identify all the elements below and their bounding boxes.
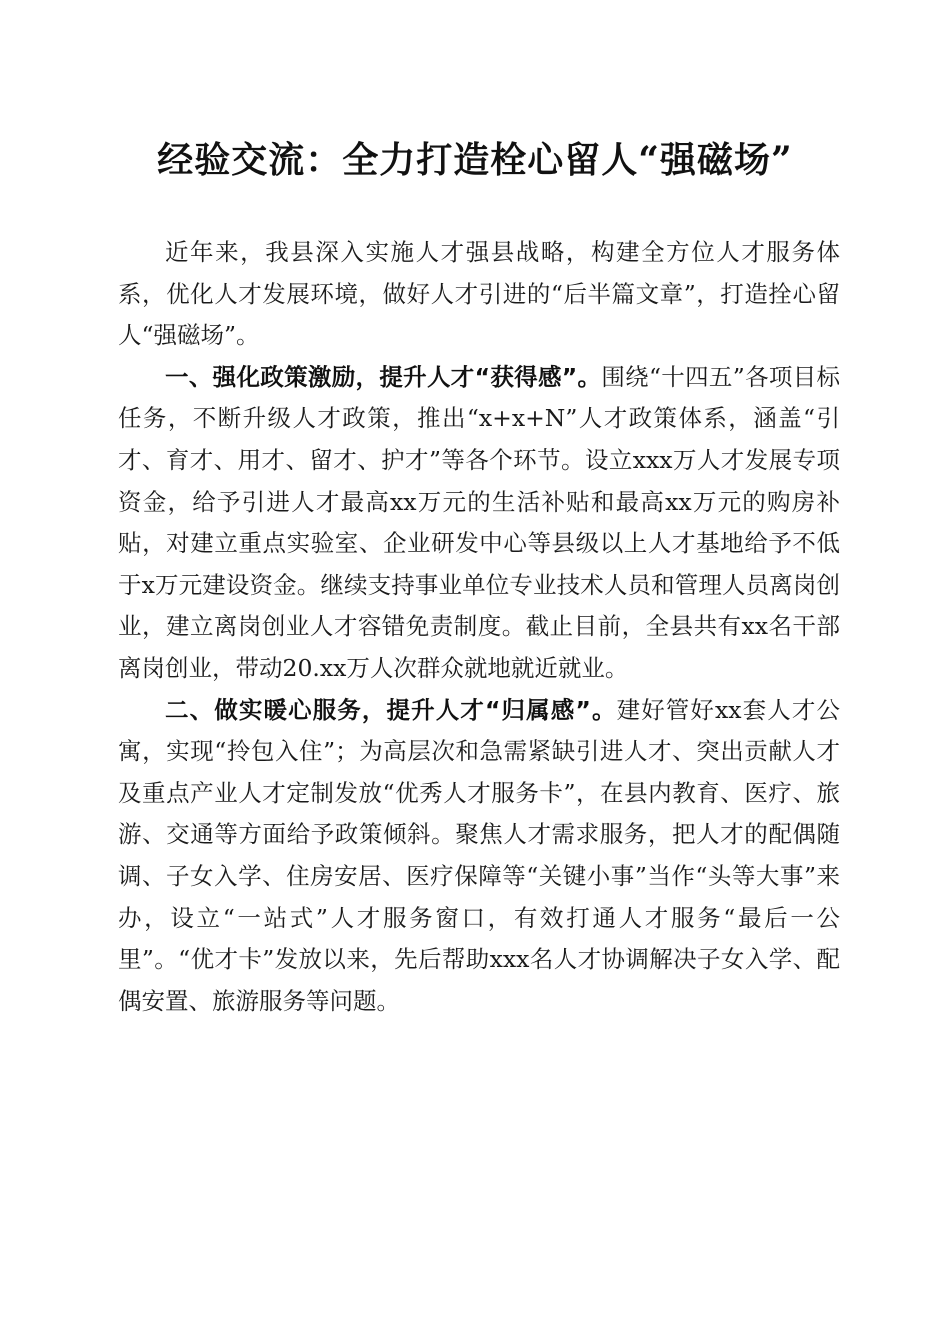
document-body xyxy=(118,232,840,1022)
paragraph-section-2 xyxy=(118,690,840,1023)
section-2-text: 建好管好xx套人才公寓，实现“拎包入住”；为高层次和急需紧缺引进人才、突出贡献人才及重点产业人才定制发放“优秀人才服务卡”，在县内教育、医疗、旅游、交通等方面给予政策倾斜。聚焦人才需求服务，把人才的配偶随调、子女入学、住房安居、医疗保障等“关键小事”当作“头等大事”来办，设立“一站式”人才服务窗口，有效打通人才服务“最后一公里”。“优才卡”发放以来，先后帮助xxx名人才协调解决子女入学、配偶安置、旅游服务等问题。 xyxy=(118,695,841,1015)
paragraph-intro-text: 近年来，我县深入实施人才强县战略，构建全方位人才服务体系，优化人才发展环境，做好人才引进的“后半篇文章”，打造拴心留人“强磁场”。 xyxy=(118,238,840,350)
document-title: 经验交流：全力打造栓心留人“强磁场” xyxy=(157,139,793,181)
section-1-text: 围绕“十四五”各项目标任务，不断升级人才政策，推出“x+x+N”人才政策体系，涵盖“引才、育才、用才、留才、护才”等各个环节。设立xxx万人才发展专项资金，给予引进人才最高xx万元的生活补贴和最高xx万元的购房补贴，对建立重点实验室、企业研发中心等县级以上人才基地给予不低于x万元建设资金。继续支持事业单位专业技术人员和管理人员离岗创业，建立离岗创业人才容错免责制度。截止目前，全县共有xx名干部离岗创业，带动20.xx万人次群众就地就近就业。 xyxy=(118,362,841,682)
paragraph-intro xyxy=(118,232,840,357)
paragraph-section-1 xyxy=(118,357,840,690)
section-1-heading: 一、强化政策激励，提升人才“获得感”。 xyxy=(165,362,602,391)
section-2-heading: 二、做实暖心服务，提升人才“归属感”。 xyxy=(165,695,617,724)
